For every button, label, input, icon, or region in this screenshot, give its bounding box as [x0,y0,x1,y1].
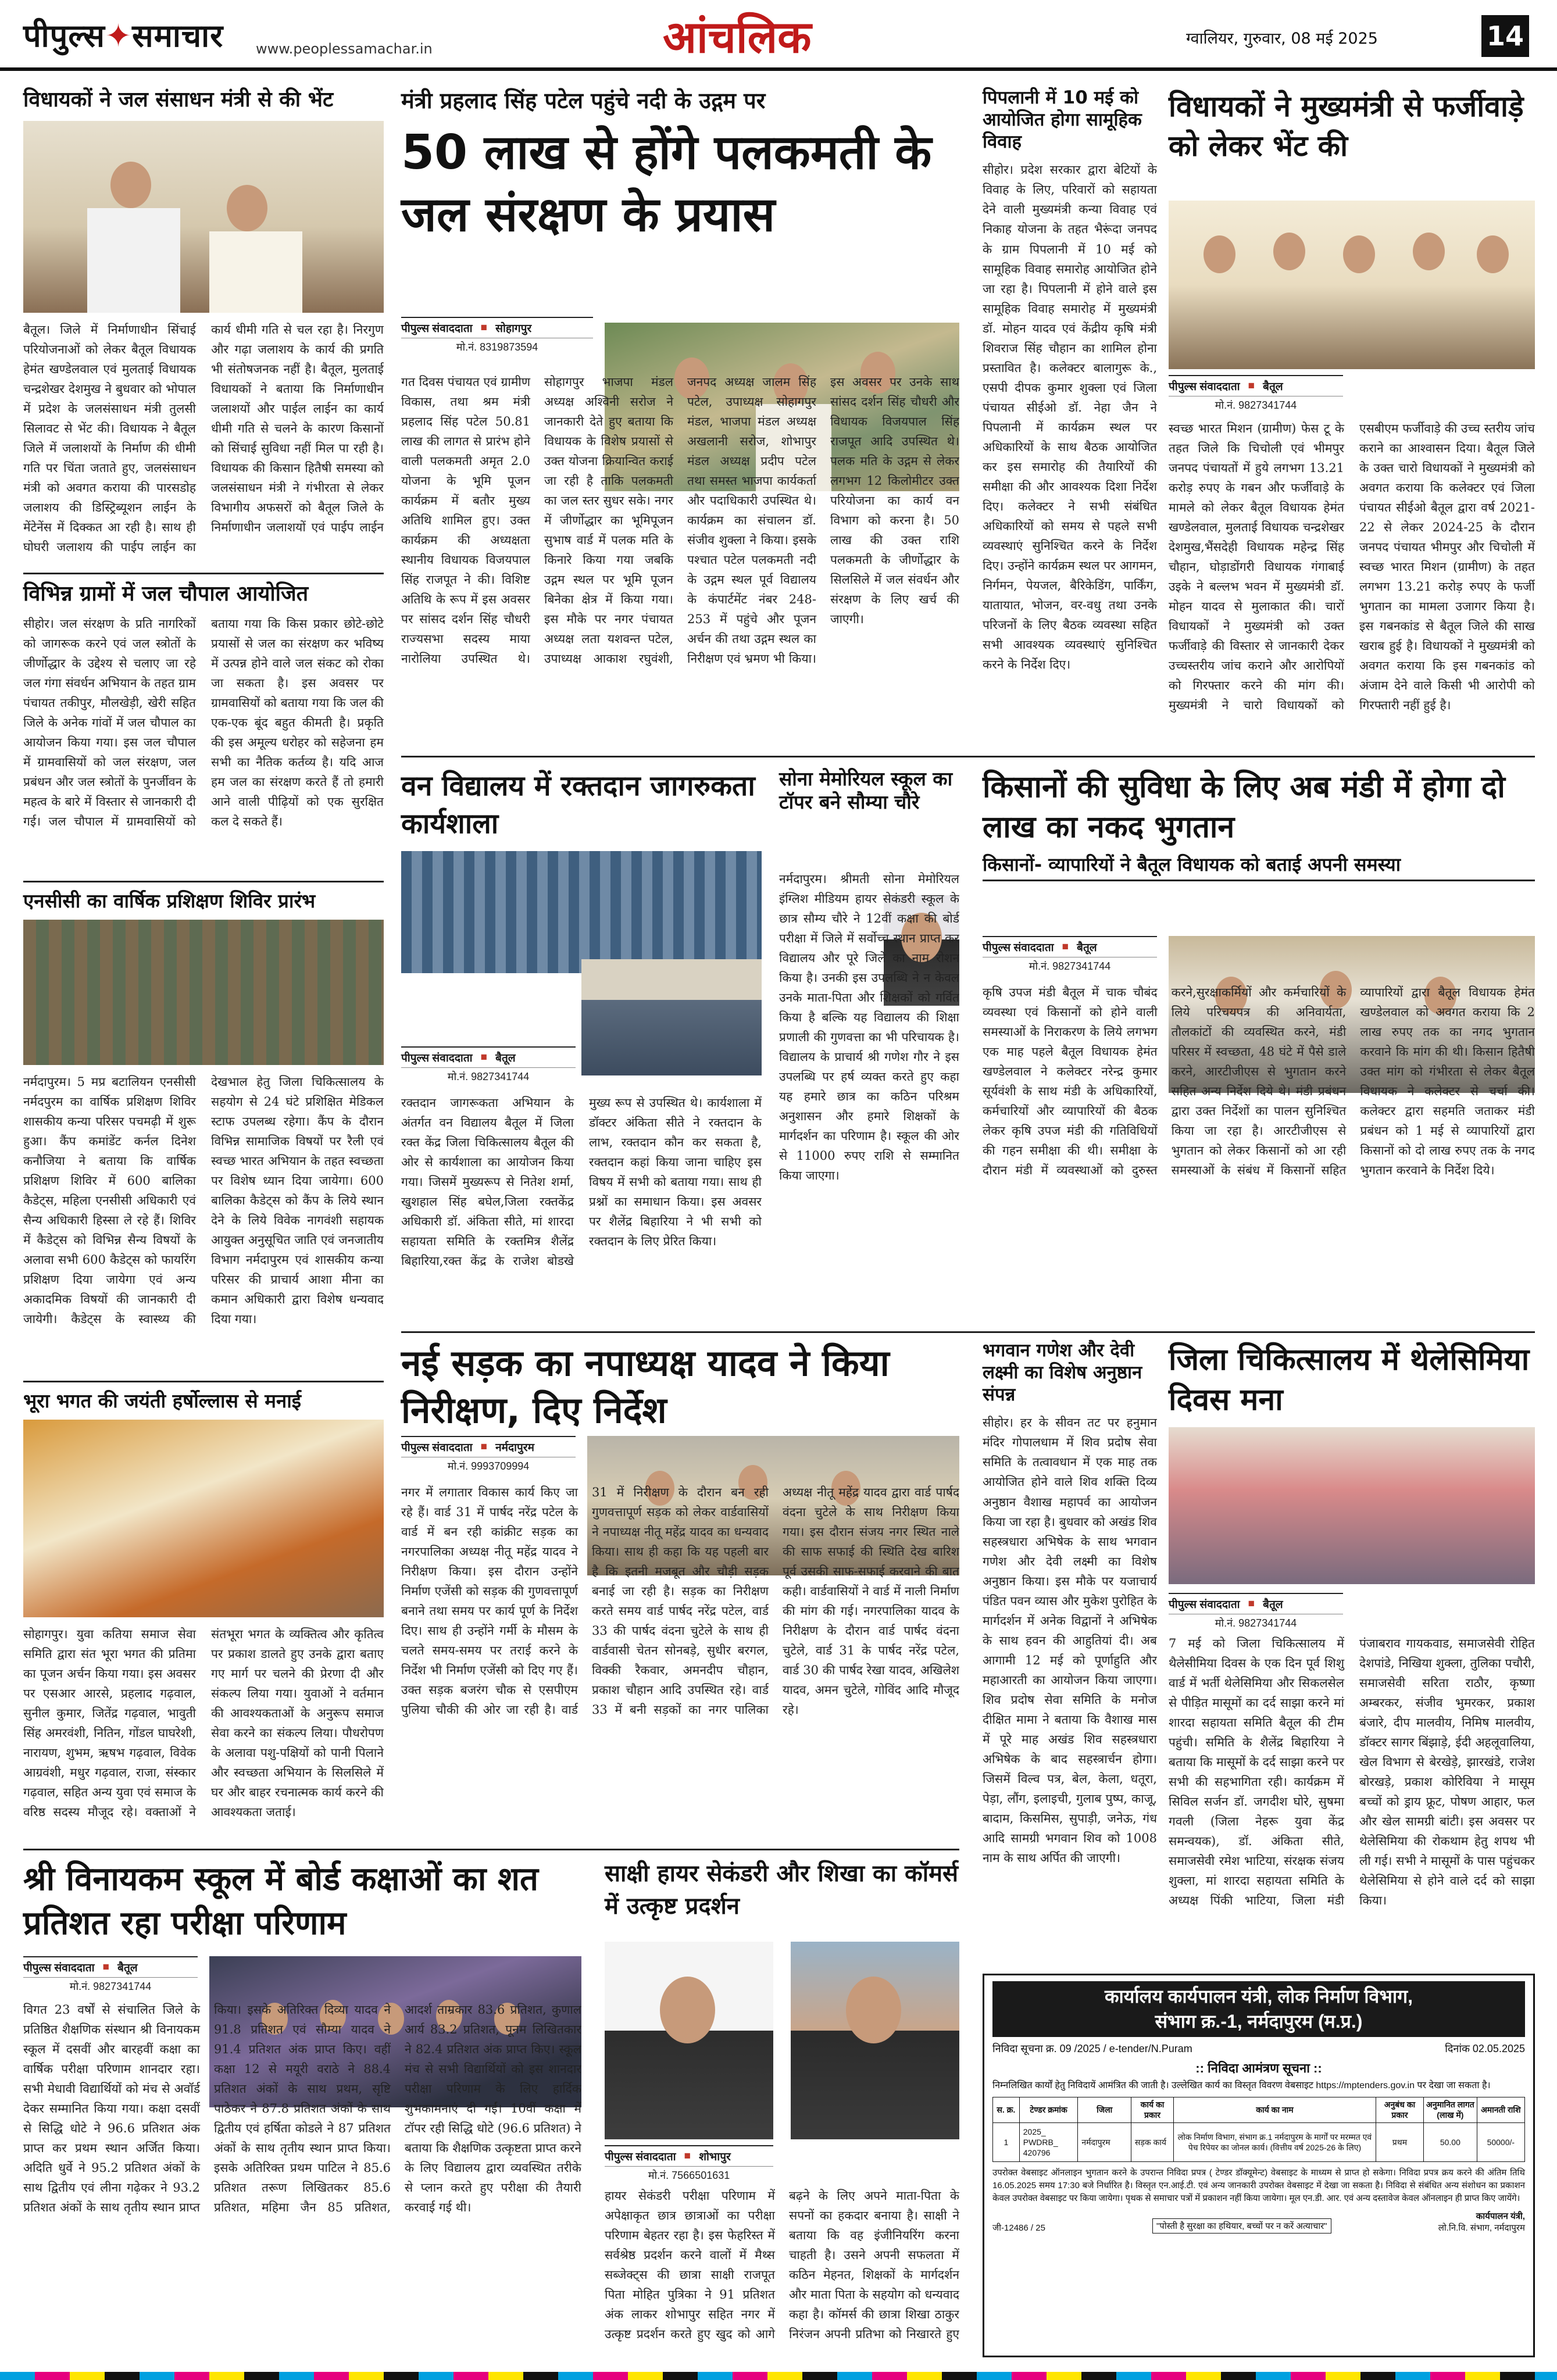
lead-byline-box [401,317,593,356]
divider [401,756,1535,757]
headline: पिपलानी में 10 मई को आयोजित होगा सामूहिक विवाह [983,87,1142,152]
headline: भूरा भगत की जयंती हर्षोल्लास से मनाई [23,1389,302,1412]
headline: 50 लाख से होंगे पलकमती के जल संरक्षण के प्रयास [401,125,932,242]
byline: पीपुल्स संवाददाता ■ नर्मदापुरम [401,1436,576,1457]
mobile-number: मो.नं. 9827341744 [447,1071,530,1082]
article-body: बैतूल। जिले में निर्माणाधीन सिंचाई परियोजनाओं को लेकर बैतूल विधायक हेमंत खण्डेलवाल एवं मुलताई विधायक चन्द्रशेखर देशमुख ने बुधवार को भोपाल में प्रदेश के जलसंसाधन मंत्री तुलसी सिलावट से भेंट की। विधायक ने बैतूल जिले में जलाशयों के निर्माण की धीमी गति पर चिंता जताते हुए, जलसंसाधन मंत्री को अवगत कराया की पारसडोह जलाशय की डिस्ट्रिब्यूशन लाईन के मेंटेनेंस में दिक्कत आ रही है। साथ ही घोघरी जलाशय की पाईप लाईन का कार्य धीमी गति से चल रहा है। निरगुण और गढ़ा जलाशय के कार्य की प्रगति भी संतोषजनक नहीं है। बैतूल, मुलताई विधायकों ने बताया कि निर्माणाधीन जलाशयों और पाईल लाईन का कार्य धीमी गति से चलने के कारण किसानों को सिंचाई सुविधा नहीं मिल पा रही है। विधायक की किसान हितैषी समस्या को जलसंसाधन मंत्री ने गंभीरता से लेकर विभागीय अफसरों को बैतूल जिले के निर्माणाधीन जलाशयों एवं पाईप लाईन [23,322,384,555]
divider [23,1849,959,1850]
byline: पीपुल्स संवाददाता ■ बैतूल [1169,1593,1343,1614]
photo-sakshi [605,1942,773,2139]
mobile-number: मो.नं. 9827341744 [1215,1617,1297,1629]
sona-body: नर्मदापुरम। श्रीमती सोना मेमोरियल इंग्लिश मीडियम हायर सेकंडरी स्कूल के छात्र सौम्य चौरे ने 12वीं कक्षा की बोर्ड परीक्षा में जिले में सर्वोच्च स्थान प्राप्त कर विद्यालय और पूरे जिले का नाम रोशन किया है। उनकी इस उपलब्धि ने न केवल उनके माता-पिता और शिक्षकों को गर्वित किया है बल्कि यह विद्यालय की शिक्षा प्रणाली की गुणवत्ता का भी परिचायक है। विद्यालय के प्राचार्य श्री गणेश गौर ने इस उपलब्धि पर हर्ष व्यक्त करते हुए कहा यह हमारे छात्र का कठिन परिश्रम अनुशासन और हमारे शिक्षकों के मार्गदर्शन का परिणाम है। स्कूल की ओर से 11000 रुपए राशि से सम्मानित किया जाएगा। [779,872,959,1183]
story-ganesh-lakshmi [983,1340,1157,1907]
dateline: ग्वालियर, गुरुवार, 08 मई 2025 [1186,30,1378,48]
byline: पीपुल्स संवाददाता ■ बैतूल [23,1956,198,1978]
story-ncc-camp [23,889,384,1374]
story-minister-meeting [23,87,384,576]
story-mandi [983,767,1535,881]
article-body: सीहोर। हर के सीवन तट पर हनुमान मंदिर गोपालधाम में शिव प्रदोष सेवा समिति के तत्वावधान में एक माह तक आयोजित होने वाले शिव शक्ति दिव्य अनुष्ठान वैशाख महापर्व का आयोजन किया जा रहा है। बुधवार को अखंड शिव सहस्त्रधारा अभिषेक के साथ भगवान गणेश और देवी लक्ष्मी का विशेष अनुष्ठान किया। इस मौके पर यजाचार्य पंडित पवन व्यास और मुकेश पुरोहित के मार्गदर्शन में अनेक विद्वानों ने अभिषेक के साथ हवन की आहुतियां दी। अब आगामी 12 मई को पूर्णाहुति और महाआरती का आयोजन किया जाएगा। शिव प्रदोष सेवा समिति के मनोज दीक्षित मामा ने बताया कि वैशाख मास में पूरे माह अखंड शिव सहस्त्रधारा अभिषेक के बाद सहस्त्रार्चन होगा। जिसमें विल्व पत्र, बेल, केला, धतूरा, पेड़ा, लौंग, इलाइची, गुलाब पुष्प, काजू, बादाम, किसमिस, सुपाड़ी, जनेऊ, गंध आदि सामग्री भगवान शिव को 1008 नाम के साथ अर्पित की जाएगी। [983,1416,1157,1865]
print-registration-strip [0,2372,1557,2380]
byline: पीपुल्स संवाददाता ■ बैतूल [1169,375,1343,396]
section-title: आंचलिक [663,11,812,63]
photo-jayanti [23,1420,384,1617]
article-body: सीहोर। जल संरक्षण के प्रति नागरिकों को जागरूक करने एवं जल स्त्रोतों के जीर्णोद्धार के उद्देश्य से चलाए जा रहे जल गंगा संवर्धन अभियान के तहत ग्राम पंचायत तकीपुर, मौलखेड़ी, खेरी सहित जिले के अनेक गांवों में जल चौपाल का आयोजन किया गया। इस जल चौपाल में ग्रामवासियों को जल संरक्षण, जल प्रबंधन और जल स्त्रोतों के पुनर्जीवन के महत्व के बारे में विस्तार से जानकारी दी गई। जल चौपाल में ग्रामवासियों को बताया गया कि किस प्रकार छोटे-छोटे प्रयासों से जल का संरक्षण कर भविष्य में उत्पन्न होने वाले जल संकट को रोका जा सकता है। इस अवसर पर ग्रामवासियों को बताया गया कि जल की एक-एक बूंद बहुत कीमती है। प्रकृति की इस अमूल्य धरोहर को सहेजना हम सभी का नैतिक कर्तव्य है। यदि आज हम जल का संरक्षण करते हैं तो हमारी आने वाली पीढ़ियों को एक सुरक्षित कल दे सकते हैं। [23,616,384,829]
article-body: सोहागपुर। युवा कतिया समाज सेवा समिति द्वारा संत भूरा भगत की प्रतिमा का पूजन अर्चन किया गया। इस अवसर पर एसआर आरसे, प्रहलाद गढ़वाल, सुनील कुमार, जितेंद्र गढ़वाल, भावुती सिंह अमरवंशी, नितिन, गोंडल घाघरेशी, नारायण, शुभम, ऋषभ गढ़वाल, विवेक आग्रवंशी, मधुर गढ़वाल, राजा, संस्कार गढ़वाल, सहित अन्य युवा एवं समाज के वरिष्ठ सदस्य मौजूद रहे। वक्ताओं ने संतभूरा भगत के व्यक्तित्व और कृतित्व पर प्रकाश डालते हुए उनके द्वारा बताए गए मार्ग पर चलने की प्रेरणा दी और संकल्प लिया गया। युवाओं ने वर्तमान की आवश्यकताओं के अनुरूप समाज सेवा करने का संकल्प लिया। पौधरोपण के अलावा पशु-पक्षियों को पानी पिलाने और स्वच्छता अभियान के सिलसिले में घर और बाहर रचनात्मक कार्य करने की आवश्यकता जताई। [23,1627,384,1820]
headline: जिला चिकित्सालय में थेलेसिमिया दिवस मना [1169,1342,1530,1418]
story-vinayakam [23,1857,581,1945]
masthead [0,0,1557,71]
notice-code: जी-12486 / 25 [992,2223,1045,2234]
page-number: 14 [1481,15,1529,57]
mandi-body: कृषि उपज मंडी बैतूल में चाक चौबंद व्यवस्था एवं किसानों को होने वाली समस्याओं के निराकरण के लिये लगभग एक माह पहले बैतूल विधायक हेमंत खण्डेलवाल ने कलेक्टर नरेन्द्र कुमार सूर्यवंशी के साथ मंडी के अधिकारियों, कर्मचारियों और व्यापारियों की बैठक लेकर कृषि उपज मंडी की गतिविधियों की गहन समीक्षा की थी। समीक्षा के दौरान मंडी में व्यवस्थाओं को दुरुस्त करने,सुरक्षाकर्मियों और कर्मचारियों के लिये परिचयपत्र की अनिवार्यता, तौलकांटों की व्यवस्थित करने, मंडी परिसर में स्वच्छता, 48 घंटे में पैसे डाले करने, आरटीजीएस से भुगतान करने सहित अन्य निर्देश दिये थे। मंडी प्रबंधन द्वारा उक्त निर्देशों का पालन सुनिश्चित किया जा रहा है। आरटीजीएस से भुगतान को लेकर किसानों को आ रही समस्याओं के संबंध में किसानों सहित व्यापारियों द्वारा बैतूल विधायक हेमंत खण्डेलवाल को अवगत कराया कि 2 लाख रुपए तक का नगद भुगतान करवाने कि मांग की थी। किसान हितैषी उक्त मांग को गंभीरता से लेकर बैतूल विधायक ने कलेक्टर से चर्चा की। कलेक्टर द्वारा सहमति जताकर मंडी प्रबंधन को 1 मई से व्यापारियों द्वारा किसानों को दो लाख रुपए तक के नगद भुगतान करवाने के निर्देश दिये। [983,985,1535,1178]
vinayakam-byline-box [23,1956,198,1995]
headline: वन विद्यालय में रक्तदान जागरुकता कार्यशाला [401,770,755,840]
notice-signature: कार्यपालन यंत्री, लो.नि.वि. संभाग, नर्मदापुरम [1438,2211,1525,2234]
divider [23,1381,384,1382]
notice-ref-row [992,2042,1525,2056]
kicker: मंत्री प्रहलाद सिंह पटेल पहुंचे नदी के उद्गम पर [401,88,766,113]
lead-body: गत दिवस पंचायत एवं ग्रामीण विकास, तथा श्रम मंत्री प्रहलाद सिंह पटेल 50.81 लाख की लागत से प्रारंभ होने वाली पलकमती अमृत 2.0 योजना के भूमि पूजन कार्यक्रम में बतौर मुख्य अतिथि शामिल हुए। उक्त कार्यक्रम की अध्यक्षता स्थानीय विधायक विजयपाल सिंह राजपूत ने की। विशिष्ट अतिथि के रूप में इस अवसर पर सांसद दर्शन सिंह चौधरी राज्यसभा सदस्य माया नारोलिया उपस्थित थे। सोहागपुर भाजपा मंडल अध्यक्ष अश्विनी सरोज ने जानकारी देते हुए बताया कि विधायक के विशेष प्रयासों से उक्त योजना क्रियान्वित कराई जा रही है ताकि पलकमती का जल स्तर सुधर सके। नगर में जीर्णोद्धार का भूमिपूजन सुभाष वार्ड में पलक मति के किनारे किया गया जबकि उद्गम स्थल पर भूमि पूजन बिनेका क्षेत्र में किया गया। इस मौके पर नगर पंचायत अध्यक्ष लता यशवन्त पटेल, उपाध्यक्ष आकाश रघुवंशी, जनपद अध्यक्ष जालम सिंह पटेल, उपाध्यक्ष सोहागपुर मंडल, भाजपा मंडल अध्यक्ष अखलानी सरोज, शोभापुर मंडल अध्यक्ष प्रदीप पटेल तथा समस्त भाजपा कार्यकर्ता और पदाधिकारी उपस्थित थे। कार्यक्रम का संचालन डॉ. संजीव शुक्ला ने किया। इसके पश्चात पटेल पलकमती नदी के उद्गम स्थल पूर्व विद्यालय के कंपार्टमेंट नंबर 248-253 में पहुंचे और पूजन अर्चन की तथा उद्गम स्थल का निरीक्षण एवं भ्रमण भी किया। इस अवसर पर उनके साथ सांसद दर्शन सिंह चौधरी और विधायक विजयपाल सिंह राजपूत आदि उपस्थित थे। पलक मति के उद्गम से लेकर लगभग 12 किलोमीटर उक्त परियोजना का कार्य वन विभाग को करना है। 50 लाख की उक्त राशि पलकमती के जीर्णोद्धार के सिलसिले में जल संवर्धन और संरक्षण के लिए खर्च की जाएगी। [401,375,959,666]
story-jal-chaupal [23,581,384,870]
byline: पीपुल्स संवाददाता ■ सोहागपुर [401,317,593,338]
mobile-number: मो.नं. 7566501631 [648,2170,730,2181]
van-byline-box [401,1046,576,1085]
sadak-body: नगर में लगातार विकास कार्य किए जा रहे हैं। वार्ड 31 में पार्षद नरेंद्र पटेल के वार्ड में बन रही कांक्रीट सड़क का नगरपालिका अध्यक्ष नीतू महेंद्र यादव ने निरीक्षण किया। इस दौरान उन्होंने निर्माण एजेंसी को सड़क की गुणवत्तापूर्ण बनाने तथा समय पर कार्य पूर्ण के निर्देश दिए। साथ ही उन्होंने गर्मी के मौसम के चलते समय-समय पर तराई करने के निर्देश भी निर्माण एजेंसी को दिए गए हैं। उक्त सड़क बजरंग चौक से एसपीएम पुलिया चौकी की ओर जा रही है। वार्ड 31 में निरीक्षण के दौरान बन रही गुणवत्तापूर्ण सड़क को लेकर वार्डवासियों ने नपाध्यक्ष नीतू महेंद्र यादव का धन्यवाद किया। साथ ही कहा कि यह पहली बार है कि इतनी मजबूत और चौड़ी सड़क बनाई जा रही है। सड़क का निरीक्षण करते समय वार्ड पार्षद नरेंद्र पटेल, वार्ड 33 की पार्षद वंदना चुटेले के साथ ही वार्डवासी चेतन सोनबड़े, सुधीर बरगल, विक्की रैकवार, अमनदीप चौहान, प्रकाश चौहान आदि उपस्थित रहे। वार्ड 33 में बनी सड़कों का नगर पालिका अध्यक्ष नीतू महेंद्र यादव द्वारा वार्ड पार्षद वंदना चुटेले के साथ निरीक्षण किया गया। इस दौरान संजय नगर स्थित नाले की साफ सफाई की स्थिति देख बारिश पूर्व उसकी साफ-सफाई करवाने की बात कही। वार्डवासियों ने वार्ड में नाली निर्माण की मांग की गई। नगरपालिका यादव के निरीक्षण के दौरान वार्ड पार्षद वंदना चुटेले, वार्ड 31 के पार्षद नरेंद्र पटेल, वार्ड 30 की पार्षद रेखा यादव, अखिलेश यादव, अमन चुटेले, गोविंद आदि मौजूद रहे। [401,1485,959,1717]
headline: नई सड़क का नपाध्यक्ष यादव ने किया निरीक्षण, दिए निर्देश [401,1342,890,1431]
mobile-number: मो.नं. 9993709994 [447,1460,530,1472]
divider [23,573,384,574]
sakshi-body: हायर सेकंडरी परीक्षा परिणाम में अपेक्षाकृत छात्र छात्राओं का परीक्षा परिणाम बेहतर रहा है। इस फेहरिस्त में सर्वश्रेष्ठ प्रदर्शन करने वालों में मैथ्स सब्जेक्ट्स की छात्रा साक्षी राजपूत पिता मोहित पुत्रिका ने 91 प्रतिशत अंक लाकर शोभापुर सहित नगर में उत्कृष्ट प्रदर्शन करते हुए खुद को आगे बढ़ने के लिए अपने माता-पिता के सपनों का हकदार बनाया है। साक्षी ने बताया कि वह इंजीनियरिंग करना चाहती है। उसने अपनी सफलता में कठिन मेहनत, शिक्षकों के मार्गदर्शन और माता पिता के सहयोग को धन्यवाद कहा है। कॉमर्स की छात्रा शिखा ठाकुर निरंजन अपनी प्रतिभा को निखारते हुए [605,2189,959,2342]
mobile-number: मो.नं. 9827341744 [69,1981,152,1992]
website-url: www.peoplessamachar.in [256,41,433,57]
headline: विधायकों ने जल संसाधन मंत्री से की भेंट [23,88,334,112]
headline: भगवान गणेश और देवी लक्ष्मी का विशेष अनुष्ठान संपन्न [983,1340,1142,1405]
lead-story [401,87,959,246]
thal-byline-box [1169,1593,1343,1632]
logo-star-icon: ✦ [105,17,133,54]
mandi-byline-box [983,936,1157,975]
subhead: किसानों- व्यापारियों ने बैतूल विधायक को बताई अपनी समस्या [983,853,1535,881]
notice-slogan: "पोस्ती है सुरक्षा का हथियार, बच्चों पर न करें अत्याचार" [1152,2218,1331,2234]
tender-table [992,2097,1525,2162]
headline: किसानों की सुविधा के लिए अब मंडी में होगा दो लाख का नकद भुगतान [983,770,1505,845]
story-van-vidyalaya [401,767,762,973]
article-body: सीहोर। प्रदेश सरकार द्वारा बेटियों के विवाह के लिए, परिवारों को सहायता देने वाली मुख्यमंत्री कन्या विवाह एवं निकाह योजना के तहत भैरूंदा जनपद के ग्राम पिपलानी में 10 मई को सामूहिक विवाह समारोह आयोजित होने जा रहा है। पिपलानी में होने वाले इस सामूहिक विवाह समारोह में मुख्यमंत्री डॉ. मोहन यादव एवं केंद्रीय कृषि मंत्री शिवराज सिंह चौहान का शामिल होना प्रस्तावित है। कलेक्टर बालागुरू के., एसपी दीपक कुमार शुक्ला एवं जिला पंचायत सीईओ डॉ. नेहा जैन ने पिपलानी में कार्यक्रम स्थल पर अधिकारियों के साथ बैठक आयोजित कर इस समारोह की तैयारियों की समीक्षा की और आवश्यक दिशा निर्देश दिए। कलेक्टर ने सभी संबंधित अधिकारियों को समय से पहले सभी व्यवस्थाएं सुनिश्चित करने के निर्देश दिए। उन्होंने कार्यक्रम स्थल पर आगमन, निर्गमन, पेयजल, बैरिकेडिंग, पार्किंग, यातायात, भोजन, वर-वधु तथा उनके परिजनों के लिए बैठक व्यवस्था सहित सभी आवश्यक व्यवस्थाएं सुनिश्चित करने के निर्देश दिए। [983,163,1157,671]
story-nai-sadak [401,1340,959,1434]
photo-ncc-cadets [23,920,384,1065]
notice-footer: उपरोक्त वेबसाइट ऑनलाइन भुगतान करने के उपरान्त निविदा प्रपत्र ( टेण्डर डॉक्यूमेन्ट) वेबसाइट के माध्यम से प्राप्त हो सकेगा। निविदा प्रपत्र क्रय करने की अंतिम तिथि 16.05.2025 समय 17:30 बजे निर्धारित है। विस्तृत एन.आई.टी. एवं अन्य जानकारी उपरोक्त वेबसाइट में देखा जा सकता है। निविदा से संबंधित अन्य संशोधन का प्रकाशन केवल उपरोक्त वेबसाइट पर किया जायेगा। पृथक से समाचार पत्रों में प्रकाशन नहीं किया जायेगा। मूल एन.डी. आर. एवं अन्य दस्तावेज केवल ऑनलाइन ही प्राप्त किए जायेंगे। [992,2168,1525,2203]
notice-intro: निम्नलिखित कार्यों हेतु निविदायें आमंत्रित की जाती है। उल्लेखित कार्य का विस्तृत विवरण वेबसाइट https://mptenders.gov.in पर देखा जा सकता है। [992,2081,1491,2090]
photo-thalassemia-day [1169,1427,1535,1584]
byline: पीपुल्स संवाददाता ■ बैतूल [983,936,1157,957]
divider [23,881,384,882]
headline: विभिन्न ग्रामों में जल चौपाल आयोजित [23,582,309,606]
story-sakshi-shikha [605,1857,959,1922]
story-cm-meeting [1169,87,1535,166]
notice-office: कार्यालय कार्यपालन यंत्री, लोक निर्माण विभाग, [992,1981,1525,2009]
photo-workshop [401,851,762,973]
photo-shikha [791,1942,959,2139]
story-bhura-bhagat [23,1389,384,1892]
notice-title: :: निविदा आमंत्रण सूचना :: [1195,2061,1322,2075]
notice-division: संभाग क्र.-1, नर्मदापुरम (म.प्र.) [992,2009,1525,2037]
sadak-byline-box [401,1436,576,1475]
headline: विधायकों ने मुख्यमंत्री से फर्जीवाड़े को लेकर भेंट की [1169,90,1524,163]
story-samuhik-vivah [983,87,1157,794]
byline: पीपुल्स संवाददाता ■ शोभापुर [605,2145,773,2167]
paper-logo: पीपुल्स✦समाचार [23,17,224,54]
mobile-number: मो.नं. 9827341744 [1029,960,1111,972]
headline: श्री विनायकम स्कूल में बोर्ड कक्षाओं का शत प्रतिशत रहा परीक्षा परिणाम [23,1860,538,1942]
mobile-number: मो.नं. 9827341744 [1215,399,1297,411]
mobile-number: मो.नं. 8319873594 [456,341,538,353]
table-header-row: स. क्र. टेण्डर क्रमांक जिला कार्य का प्रकार कार्य का नाम अनुबंध का प्रकार अनुमानित लागत (लाख में) अमानती राशि [993,2097,1525,2122]
headline: सोना मेमोरियल स्कूल का टॉपर बने सौम्या चौरे [779,767,953,814]
cm-byline-box [1169,375,1343,414]
story-sona-memorial [779,767,959,814]
cm-body-left: स्वच्छ भारत मिशन (ग्रामीण) फेस टू के तहत जिले कि चिचोली एवं भीमपुर जनपद पंचायतों में हुये लगभग 13.21 करोड़ रुपए के गबन और फर्जीवाड़े के मामले को लेकर बैतूल विधायक हेमंत खण्डेलवाल, मुलताई विधायक चन्द्रशेखर देशमुख,भैंसदेही विधायक महेन्द्र सिंह चौहान, घोड़ाडोंगरी विधायक गंगाबाई उइके ने बल्लभ भवन में मुख्यमंत्री डॉ. मोहन यादव से मुलाकात की। चारों विधायकों ने मुख्यमंत्री को उक्त फर्जीवाड़े की विस्तार से जानकारी देकर उच्चस्तरीय जांच कराने और आरोपियों को गिरफ्तार करने की मांग की। मुख्यमंत्री ने चारो विधायकों को एसबीएम फर्जीवाड़े की उच्च स्तरीय जांच कराने का आश्वासन दिया। बैतूल जिले के उक्त चारो विधायकों ने मुख्यमंत्री को अवगत कराया कि कलेक्टर एवं जिला पंचायत सीईओ बैतूल द्वारा वर्ष 2021-22 से लेकर 2024-25 के दौरान जनपद पंचायत भीमपुर और चिचोली में स्वच्छ भारत मिशन (ग्रामीण) के तहत लगभग 13.21 करोड़ रुपए के फर्जी भुगतान का मामला उजागर किया है। इस गबनकांड से बैतूल जिले की साख खराब हुई है। विधायकों ने मुख्यमंत्री को अवगत कराया कि इस गबनकांड को अंजाम देने वाले किसी भी आरोपी को गिरफ्तारी नहीं हुई है। [1169,421,1535,713]
photo-meeting [23,121,384,313]
vinayakam-body: विगत 23 वर्षों से संचालित जिले के प्रतिष्ठित शैक्षणिक संस्थान श्री विनायकम स्कूल में दसवीं और बारहवीं कक्षा का वार्षिक परीक्षा परिणाम शानदार रहा। सभी मेधावी विद्यार्थियों को मंच से अवॉर्ड देकर सम्मानित किया गया। कक्षा दसवीं से सिद्धि धोटे ने 96.6 प्रतिशत अंक प्राप्त कर प्रथम स्थान अर्जित किया। अदिति धुर्वे ने 95.2 प्रतिशत अंकों के साथ द्वितीय एवं लीना गढ़ेकर ने 93.2 प्रतिशत अंकों के साथ तृतीय स्थान प्राप्त किया। इसके अतिरिक्त दिव्या यादव ने 91.8 प्रतिशत एवं सौम्या यादव ने 91.4 प्रतिशत अंक प्राप्त किए। वहीं कक्षा 12 से मयूरी वराठे ने 88.4 प्रतिशत अंकों के साथ प्रथम, सृष्टि पाठेकर ने 87.8 प्रतिशत अंकों के साथ द्वितीय एवं हर्षिता कोडले ने 87 प्रतिशत अंकों के साथ तृतीय स्थान प्राप्त किया। इसके अतिरिक्त प्रथम पाटिल ने 85.6 प्रतिशत तरूण लिखितकर 85.6 प्रतिशत, महिमा जैन 85 प्रतिशत, आदर्श ताम्रकार 83.6 प्रतिशत, कुणाल आर्य 83.2 प्रतिशत, पूनम लिखितकार ने 82.4 प्रतिशत अंक प्राप्त किए। स्कूल मंच से सभी विद्यार्थियों को इस शानदार परीक्षा परिणाम के लिए हार्दिक शुभकामनाएं दी गईं। 10वीं कक्षा में टॉपर रही सिद्धि धोटे (96.6 प्रतिशत) ने बताया कि शैक्षणिक उत्कृष्टता प्राप्त करने के लिए विद्यालय द्वारा व्यवस्थित तरीके से प्लान करते हुए परीक्षा की तैयारी करवाई गई थी। [23,2003,581,2215]
headline: एनसीसी का वार्षिक प्रशिक्षण शिविर प्रारंभ [23,889,316,912]
notice-bottom-row [992,2210,1525,2234]
van-body: रक्तदान जागरूकता अभियान के अंतर्गत वन विद्यालय बैतूल में जिला रक्त केंद्र जिला चिकित्सालय बैतूल की ओर से कार्यशाला का आयोजन किया गया। जिसमें मुख्यरूप से नितेश शर्मा, खुशहाल सिंह बघेल,जिला रक्तकेंद्र अधिकारी डॉ. अंकिता सीते, मां शारदा सहायता समिति के रक्तमित्र शैलेंद्र बिहारिया,रक्त केंद्र के राजेश बोडखे मुख्य रूप से उपस्थित थे। कार्यशाला में डॉक्टर अंकिता सीते ने रक्तदान के लाभ, रक्तदान कौन कर सकता है, रक्तदान कहां किया जाना चाहिए इस विषय में सभी को बताया गया। साथ ही प्रश्नों का समाधान किया। इस अवसर पर शैलेंद्र बिहारिया ने भी सभी को रक्तदान के लिए प्रेरित किया। [401,1096,762,1268]
divider [401,1331,1535,1333]
headline: साक्षी हायर सेकंडरी और शिखा का कॉमर्स में उत्कृष्ट प्रदर्शन [605,1860,959,1920]
byline: पीपुल्स संवाददाता ■ बैतूल [401,1046,576,1068]
sakshi-byline-box [605,2145,773,2184]
photo-workshop-2 [581,959,762,1075]
article-body: नर्मदापुरम। 5 मप्र बटालियन एनसीसी नर्मदपुरम का वार्षिक प्रशिक्षण शिविर शासकीय कन्या परिसर पचमढ़ी में शुरू हुआ। कैंप कमांडेंट कर्नल दिनेश कनौजिया ने बताया कि वार्षिक प्रशिक्षण शिविर में 600 बालिका कैडेट्स, महिला एनसीसी अधिकारी एवं सैन्य अधिकारी हिस्सा ले रहे हैं। शिविर में कैडेट्स को विभिन्न सैन्य विषयों के अलावा सभी 600 कैडेट्स को फायरिंग प्रशिक्षण दिया जायेगा एवं अन्य अकादमिक विषयों की जानकारी दी जायेगी। कैडेट्स के स्वास्थ्य की देखभाल हेतु जिला चिकित्सालय के सहयोग से 24 घंटे प्रशिक्षित मेडिकल स्टाफ उपलब्ध रहेगा। कैंप के दौरान विभिन्न सामाजिक विषयों पर रैली एवं स्वच्छ भारत अभियान के तहत स्वच्छता पर विशेष ध्यान दिया जायेगा। 600 बालिका कैडेट्स को कैंप के लिये स्थान देने के लिये विवेक नागवंशी सहायक आयुक्त अनुसूचित जाति एवं जनजातीय विभाग नर्मदापुरम एवं शासकीय कन्या परिसर की प्राचार्य आशा मीना का कमान अधिकारी द्वारा विशेष धन्यवाद दिया गया। [23,1075,384,1327]
thal-body: 7 मई को जिला चिकित्सालय में थैलेसीमिया दिवस के एक दिन पूर्व शिशु वार्ड में भर्ती थेलेसिमिया और सिकलसेल से पीड़ित मासूमों का दर्द साझा करने मां शारदा सहायता समिति बैतूल की टीम पहुंची। समिति के शैलेंद्र बिहारिया ने बताया कि मासूमों के दर्द साझा करने पर सभी की सहभागिता रही। कार्यक्रम में सिविल सर्जन डॉ. जगदीश घोरे, सुषमा गवली (जिला नेहरू युवा केंद्र समन्वयक), डॉ. अंकिता सीते, समाजसेवी रमेश भाटिया, संरक्षक संजय शुक्ला, मां शारदा सहायता समिति के अध्यक्ष पिंकी भाटिया, जिला मंडी पंजाबराव गायकवाड, समाजसेवी रोहित देशपांडे, निखिया शुक्ला, तुलिका पचौरी, समाजसेवी सरिता राठौर, कृष्णा अम्बरकर, संजीव भुमरकर, प्रकाश बंजारे, दीप मालवीय, निमिष मालवीय, डॉक्टर सागर बिंझाड़े, ईदी अहलूवालिया, खेल विभाग से बेरखेड़े, झारखंडे, राजेश बोरखड़े, प्रकाश कोरिविया ने मासूम बच्चों को ड्राय फ्रूट, पोषण आहार, फल और खेल सामग्री बांटी। इस अवसर पर थेलेसिमिया की रोकथाम हेतु शपथ भी ली गई। सभी ने मासूमों के पास पहुंचकर थेलेसिमिया से होने वाले दर्द को साझा किया। [1169,1636,1535,1908]
photo-cm-meeting [1169,201,1535,369]
notice-ref-no: निविदा सूचना क्र. 09 /2025 / e-tender/N.Puram [992,2043,1192,2054]
tender-notice [983,1974,1535,2357]
notice-ref-date: दिनांक 02.05.2025 [1445,2043,1525,2054]
story-thalassemia [1169,1340,1535,1584]
table-row: 1 2025_ PWDRB_ 420796 नर्मदापुरम सड़क कार्य लोक निर्माण विभाग, संभाग क्र.1 नर्मदापुरम के मार्गों पर मरम्मत एवं पेच रिपेयर का जोनल कार्य। (वित्तीय वर्ष 2025-26 के लिए) प्रथम 50.00 50000/- [993,2122,1525,2162]
